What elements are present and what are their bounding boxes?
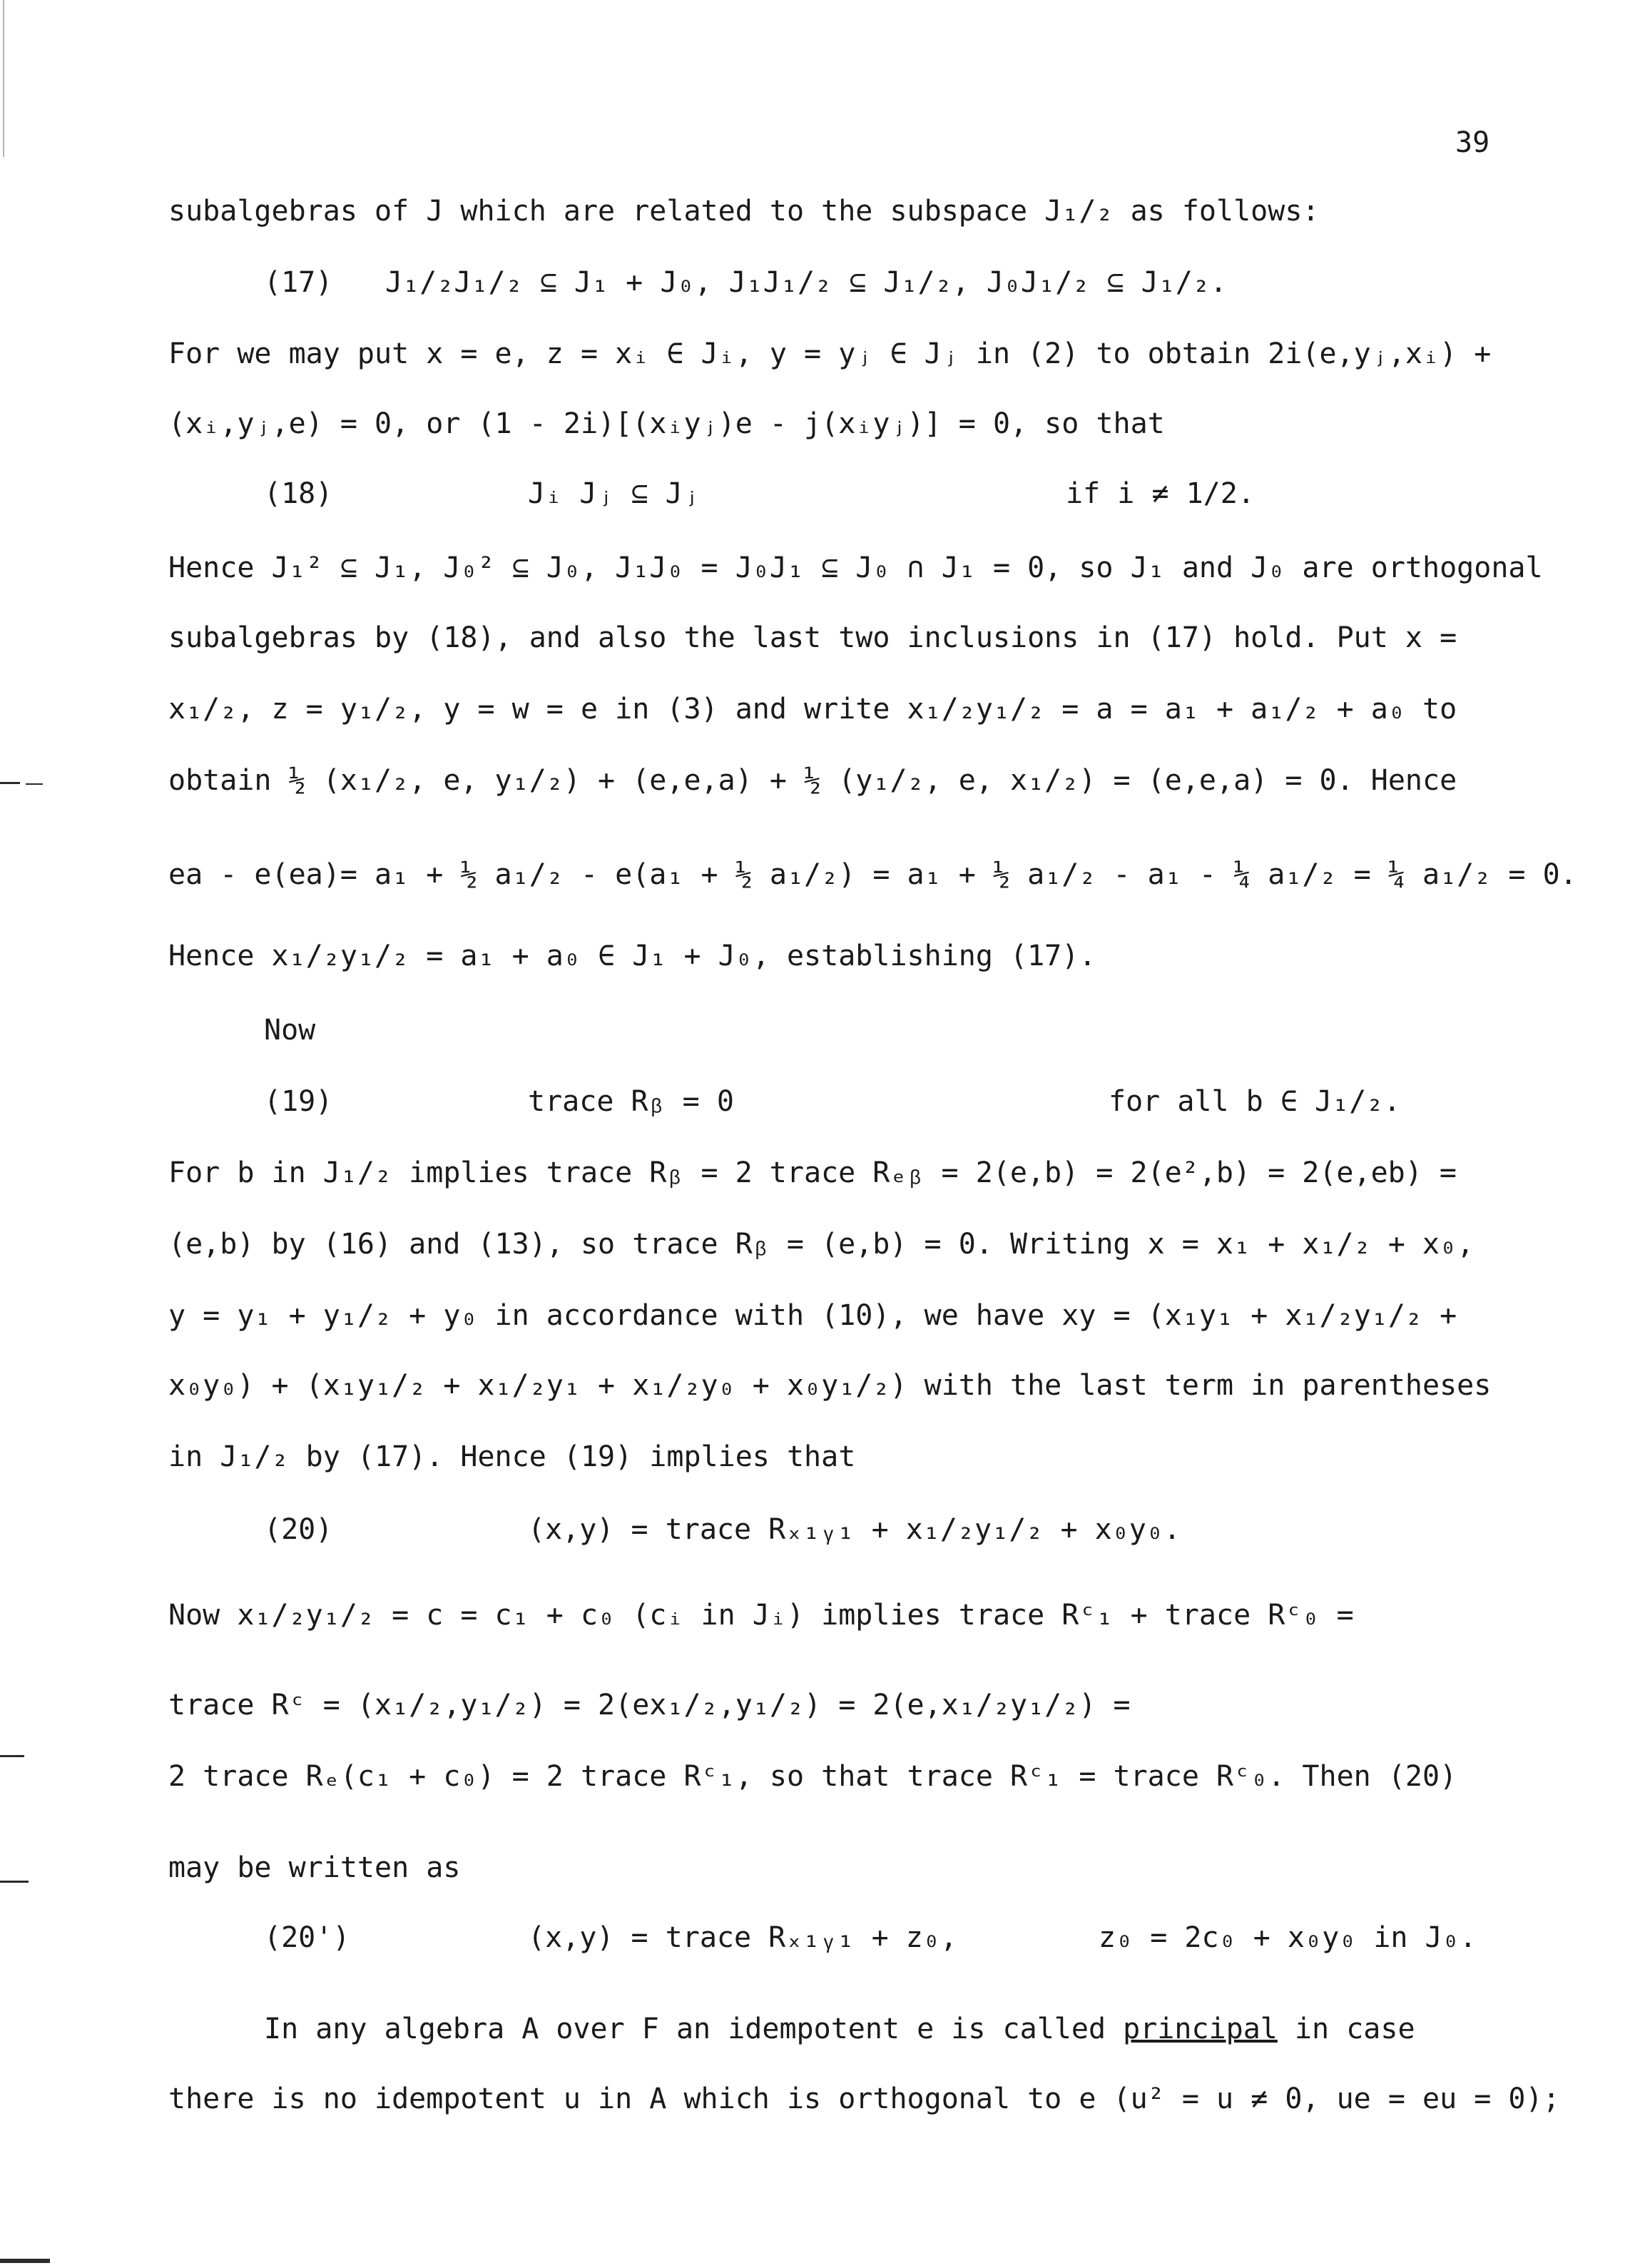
text-line-4: Hence J₁² ⊆ J₁, J₀² ⊆ J₀, J₁J₀ = J₀J₁ ⊆ J₀ ∩ J₁ = 0, so J₁ and J₀ are orthogonal [168,551,1543,584]
scan-mark-left-3 [0,1755,24,1757]
text-line-8: ea - e(ea)= a₁ + ½ a₁/₂ - e(a₁ + ½ a₁/₂) = a₁ + ½ a₁/₂ - a₁ - ¼ a₁/₂ = ¼ a₁/₂ = 0. [168,858,1577,891]
underlined-term: principal [1123,2013,1278,2045]
text-line-5: subalgebras by (18), and also the last two inclusions in (17) hold. Put x = [168,621,1457,654]
text-line-21: there is no idempotent u in A which is orthogonal to e (u² = u ≠ 0, ue = eu = 0); [168,2083,1560,2115]
text-line-9: Hence x₁/₂y₁/₂ = a₁ + a₀ ∈ J₁ + J₀, establishing (17). [168,940,1096,972]
text-line-14: x₀y₀) + (x₁y₁/₂ + x₁/₂y₁ + x₁/₂y₀ + x₀y₁/₂) with the last term in parentheses [168,1369,1492,1402]
equation-condition: if i ≠ 1/2. [1066,477,1255,510]
equation-condition: z₀ = 2c₀ + x₀y₀ in J₀. [1099,1921,1477,1954]
text-line-6: x₁/₂, z = y₁/₂, y = w = e in (3) and write x₁/₂y₁/₂ = a = a₁ + a₁/₂ + a₀ to [168,693,1457,726]
equation-number: (18) [264,477,333,510]
text-line-15: in J₁/₂ by (17). Hence (19) implies that [168,1440,856,1473]
text-segment: in case [1294,2013,1415,2045]
text-line-20 [264,2015,1415,2043]
equation-body: trace Rᵦ = 0 [528,1085,734,1118]
equation-body: J₁/₂J₁/₂ ⊆ J₁ + J₀, J₁J₁/₂ ⊆ J₁/₂, J₀J₁/₂ ⊆ J₁/₂. [385,266,1228,299]
text-line-18: 2 trace Rₑ(c₁ + c₀) = 2 trace Rᶜ₁, so that trace Rᶜ₁ = trace Rᶜ₀. Then (20) [168,1760,1457,1793]
page-number: 39 [1455,126,1490,159]
text-segment: In any algebra A over F an idempotent e is called [264,2013,1106,2045]
equation-condition: for all b ∈ J₁/₂. [1109,1085,1401,1118]
text-line-2: For we may put x = e, z = xᵢ ∈ Jᵢ, y = yⱼ ∈ Jⱼ in (2) to obtain 2i(e,yⱼ,xᵢ) + [168,337,1492,370]
equation-body: (x,y) = trace Rₓ₁ᵧ₁ + z₀, [528,1921,957,1954]
equation-number: (20') [264,1921,350,1954]
scan-mark-left-1 [0,782,20,784]
text-line-12: (e,b) by (16) and (13), so trace Rᵦ = (e,b) = 0. Writing x = x₁ + x₁/₂ + x₀, [168,1228,1475,1261]
equation-number: (20) [264,1513,333,1546]
text-line-13: y = y₁ + y₁/₂ + y₀ in accordance with (10), we have xy = (x₁y₁ + x₁/₂y₁/₂ + [168,1299,1457,1332]
text-line-7: obtain ½ (x₁/₂, e, y₁/₂) + (e,e,a) + ½ (y₁/₂, e, x₁/₂) = (e,e,a) = 0. Hence [168,764,1457,797]
scan-mark-bottom [0,2259,50,2263]
equation-number: (17) [264,266,333,299]
text-line-1: subalgebras of J which are related to the subspace J₁/₂ as follows: [168,195,1320,228]
scan-mark-left-4 [0,1881,29,1883]
scan-mark-edge [3,0,4,157]
text-line-19: may be written as [168,1851,461,1884]
text-line-17: trace Rᶜ = (x₁/₂,y₁/₂) = 2(ex₁/₂,y₁/₂) = 2(e,x₁/₂y₁/₂) = [168,1689,1131,1722]
text-line-11: For b in J₁/₂ implies trace Rᵦ = 2 trace Rₑᵦ = 2(e,b) = 2(e²,b) = 2(e,eb) = [168,1156,1457,1189]
text-line-10: Now [264,1014,316,1047]
equation-number: (19) [264,1085,333,1118]
equation-body: (x,y) = trace Rₓ₁ᵧ₁ + x₁/₂y₁/₂ + x₀y₀. [528,1513,1181,1546]
text-line-16: Now x₁/₂y₁/₂ = c = c₁ + c₀ (cᵢ in Jᵢ) implies trace Rᶜ₁ + trace Rᶜ₀ = [168,1599,1354,1632]
equation-body: Jᵢ Jⱼ ⊆ Jⱼ [528,477,700,510]
text-line-3: (xᵢ,yⱼ,e) = 0, or (1 - 2i)[(xᵢyⱼ)e - j(xᵢyⱼ)] = 0, so that [168,407,1165,440]
scan-mark-left-2 [26,783,43,785]
